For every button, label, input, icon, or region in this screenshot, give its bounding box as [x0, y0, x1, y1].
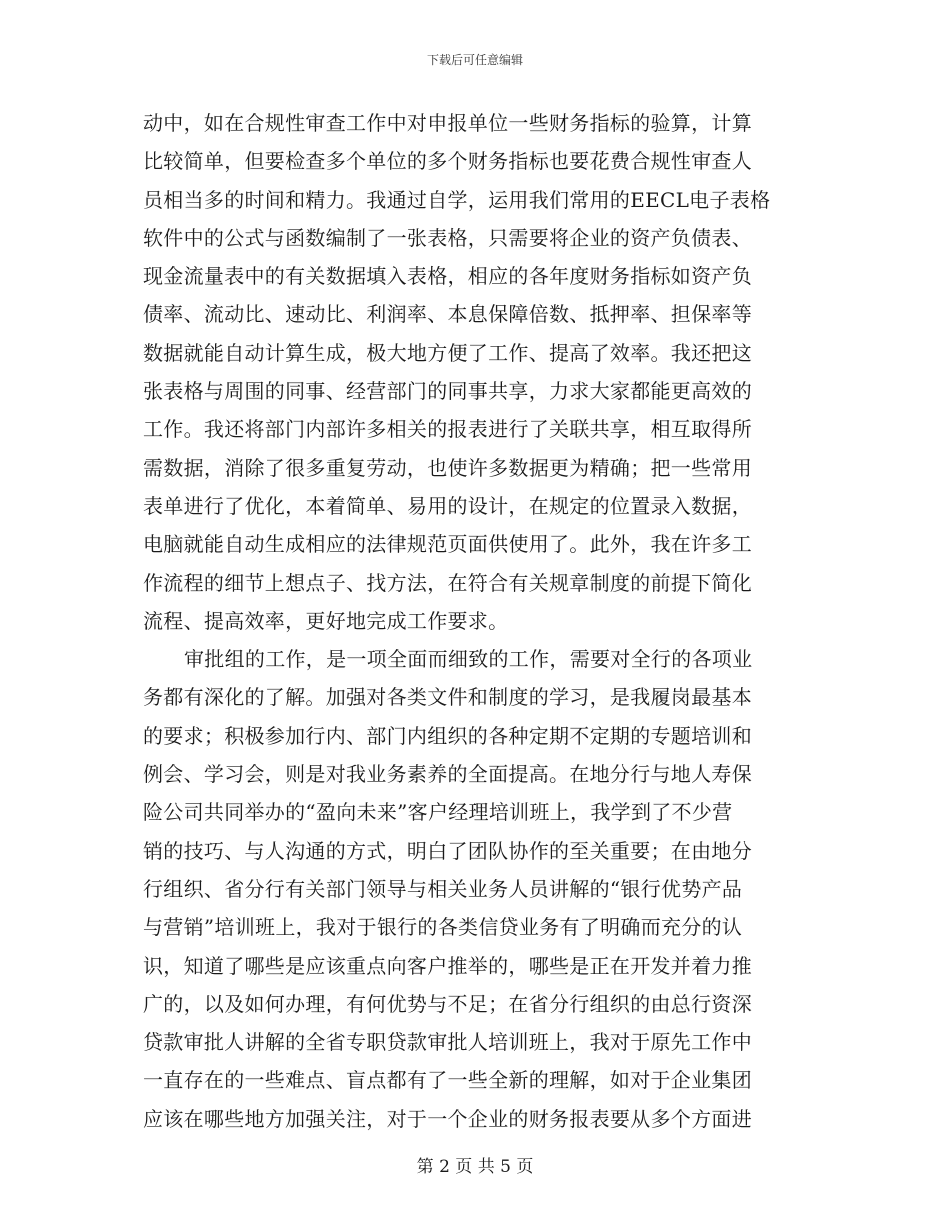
text-line: 与营销”培训班上，我对于银行的各类信贷业务有了明确而充分的认 [143, 915, 743, 940]
text-line: 电脑就能自动生成相应的法律规范页面供使用了。此外，我在许多工 [143, 532, 752, 557]
text-line: 应该在哪些地方加强关注，对于一个企业的财务报表要从多个方面进 [143, 1106, 752, 1131]
text-line: 张表格与周围的同事、经营部门的同事共享，力求大家都能更高效的 [143, 379, 752, 404]
text-line: 工作。我还将部门内部许多相关的报表进行了关联共享，相互取得所 [143, 417, 752, 442]
text-line: 数据就能自动计算生成，极大地方便了工作、提高了效率。我还把这 [143, 340, 752, 365]
text-line: 需数据，消除了很多重复劳动，也使许多数据更为精确；把一些常用 [143, 455, 752, 480]
page-footer: 第 2 页 共 5 页 [416, 1157, 534, 1177]
text-line: 贷款审批人讲解的全省专职贷款审批人培训班上，我对于原先工作中 [143, 1030, 752, 1055]
text-line: 务都有深化的了解。加强对各类文件和制度的学习，是我履岗最基本 [143, 685, 752, 710]
text-line: 的要求；积极参加行内、部门内组织的各种定期不定期的专题培训和 [143, 723, 752, 748]
text-line: 债率、流动比、速动比、利润率、本息保障倍数、抵押率、担保率等 [143, 302, 752, 327]
text-line: 一直存在的一些难点、盲点都有了一些全新的理解，如对于企业集团 [143, 1068, 752, 1093]
text-line: 广的，以及如何办理，有何优势与不足；在省分行组织的由总行资深 [143, 991, 752, 1016]
text-line: 软件中的公式与函数编制了一张表格，只需要将企业的资产负债表、 [143, 225, 752, 250]
text-line: 识，知道了哪些是应该重点向客户推举的，哪些是正在开发并着力推 [143, 953, 752, 978]
text-line: 比较简单，但要检查多个单位的多个财务指标也要花费合规性审查人 [143, 149, 752, 174]
text-line: 现金流量表中的有关数据填入表格，相应的各年度财务指标如资产负 [143, 264, 752, 289]
text-line: 流程、提高效率，更好地完成工作要求。 [143, 608, 509, 633]
text-line: 作流程的细节上想点子、找方法，在符合有关规章制度的前提下简化 [143, 570, 752, 595]
text-line: 表单进行了优化，本着简单、易用的设计，在规定的位置录入数据， [143, 493, 752, 518]
text-line: 行组织、省分行有关部门领导与相关业务人员讲解的“银行优势产品 [143, 876, 743, 901]
page-header: 下载后可任意编辑 [426, 53, 523, 67]
text-line: 销的技巧、与人沟通的方式，明白了团队协作的至关重要；在由地分 [143, 838, 752, 863]
text-line: 动中，如在合规性审查工作中对申报单位一些财务指标的验算，计算 [143, 111, 752, 135]
text-line: 例会、学习会，则是对我业务素养的全面提高。在地分行与地人寿保 [143, 762, 752, 787]
text-line: 员相当多的时间和精力。我通过自学，运用我们常用的EECL电子表格 [143, 187, 771, 212]
text-line: 险公司共同举办的“盈向未来”客户经理培训班上，我学到了不少营 [143, 800, 733, 825]
body-text [143, 104, 803, 1138]
text-line: 审批组的工作，是一项全面而细致的工作，需要对全行的各项业 [184, 647, 753, 672]
